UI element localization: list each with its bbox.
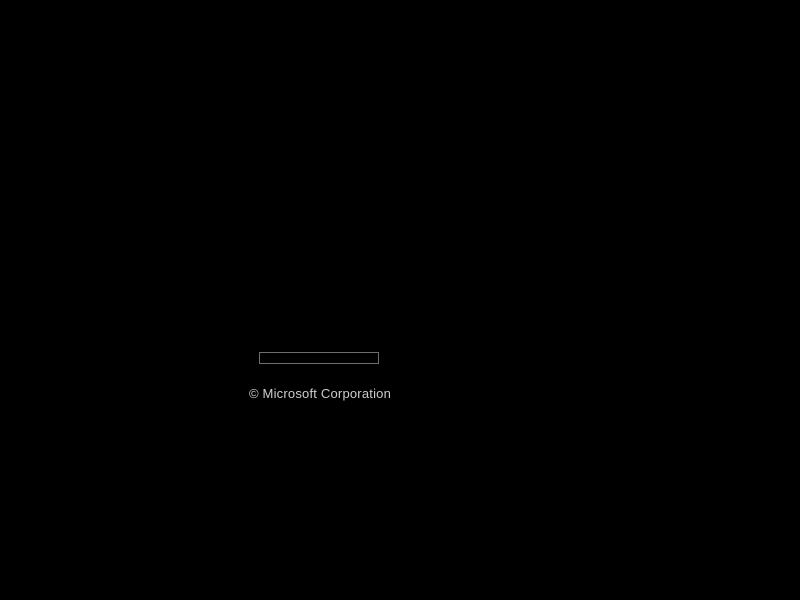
copyright-text: © Microsoft Corporation (248, 386, 392, 401)
boot-progress-bar (259, 352, 379, 364)
